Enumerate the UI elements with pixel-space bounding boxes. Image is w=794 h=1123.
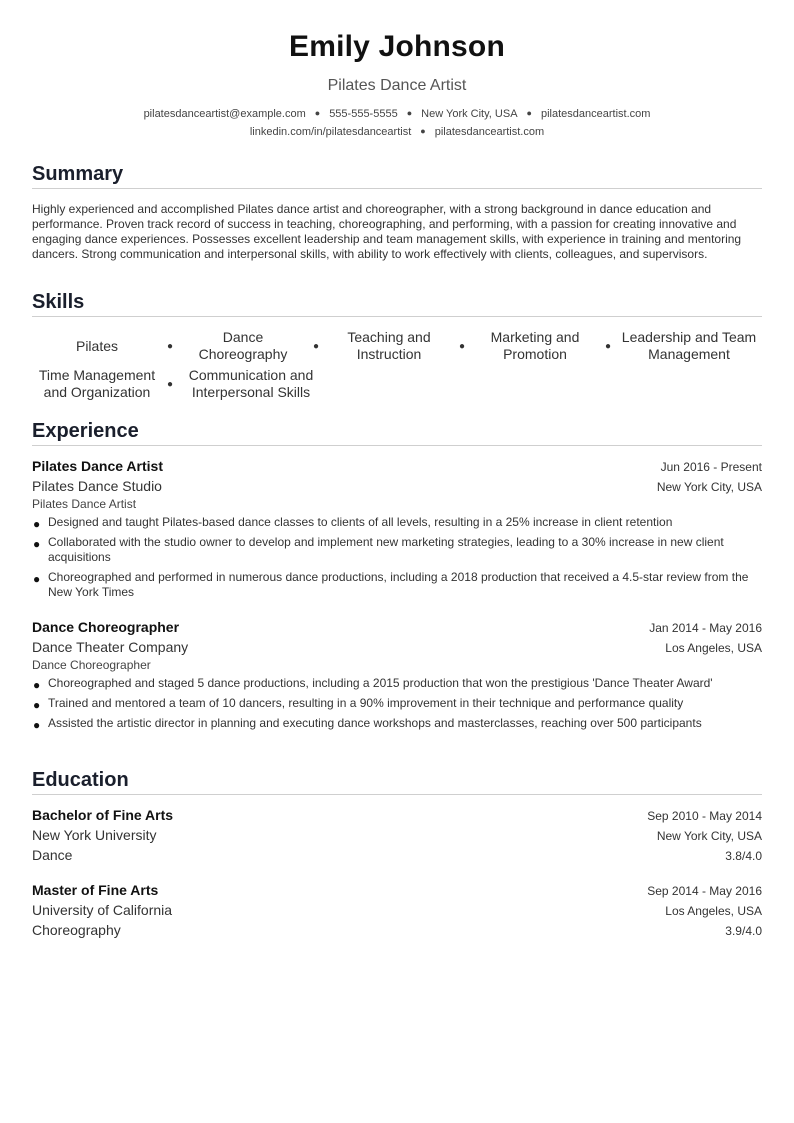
gpa-text: 3.9/4.0	[725, 924, 762, 938]
candidate-name: Emily Johnson	[289, 30, 505, 63]
phone-text: 555-555-5555	[329, 108, 398, 120]
skill-item: Communication and Interpersonal Skills	[188, 367, 314, 400]
separator-dot: ●	[526, 108, 532, 118]
contact-line-2	[32, 126, 762, 138]
entry-school-row	[32, 827, 762, 843]
list-item	[32, 676, 762, 691]
skills-list	[32, 328, 762, 402]
separator-dot: ●	[604, 340, 612, 352]
entry-header	[32, 619, 762, 635]
candidate-title: Pilates Dance Artist	[327, 77, 467, 94]
separator-dot: ●	[312, 340, 320, 352]
skill-item: Marketing and Promotion	[490, 329, 580, 362]
experience-heading: Experience	[32, 420, 762, 446]
school-location: Los Angeles, USA	[665, 904, 762, 918]
company-name: Pilates Dance Studio	[32, 478, 162, 494]
school-name: University of California	[32, 902, 173, 918]
entry-field-row	[32, 847, 762, 863]
education-entry	[32, 807, 762, 863]
achievement-list	[32, 676, 762, 731]
bullet-dot: ●	[33, 537, 41, 551]
separator-dot: ●	[166, 340, 174, 352]
education-dates: Sep 2014 - May 2016	[647, 884, 762, 898]
skills-row	[32, 366, 762, 402]
location-text: New York City, USA	[421, 108, 518, 120]
company-name: Dance Theater Company	[32, 639, 189, 655]
summary-heading: Summary	[32, 163, 762, 189]
separator-dot: ●	[458, 340, 466, 352]
skill-item: Dance Choreography	[198, 329, 288, 362]
skills-heading: Skills	[32, 291, 762, 317]
summary-text: Highly experienced and accomplished Pilates dance artist and choreographer, with a strong background in dance education and performance. Proven track record of success in teaching, choreographing, and performing, with a passion for creating innovative and engaging dance experiences. Possesses excellent leadership and team management skills, with experience in training and mentoring dancers. Strong communication and interpersonal skills, with ability to work effectively with clients, colleagues, and supervisors.	[32, 202, 742, 261]
degree-title: Master of Fine Arts	[32, 882, 159, 898]
linkedin-link[interactable]: linkedin.com/in/pilatesdanceartist	[249, 126, 412, 138]
entry-header	[32, 458, 762, 474]
list-item	[32, 716, 762, 731]
field-of-study: Choreography	[32, 922, 121, 938]
list-item	[32, 696, 762, 711]
bullet-dot: ●	[33, 698, 41, 712]
experience-entry	[32, 458, 762, 605]
skill-item: Pilates	[75, 337, 119, 354]
entry-org-row	[32, 478, 762, 494]
separator-dot: ●	[406, 108, 413, 118]
field-of-study: Dance	[32, 847, 73, 863]
job-location: Los Angeles, USA	[665, 641, 762, 655]
list-item	[32, 535, 762, 565]
skills-row	[32, 328, 762, 364]
skill-item: Time Management and Organization	[38, 367, 156, 400]
experience-entry	[32, 619, 762, 736]
entry-org-row	[32, 639, 762, 655]
school-location: New York City, USA	[656, 829, 762, 843]
bullet-text: Collaborated with the studio owner to develop and implement new marketing strategies, leading to a 30% increase in new client acquisitions	[48, 535, 724, 564]
contact-line-1	[32, 108, 762, 120]
entry-school-row	[32, 902, 762, 918]
school-name: New York University	[32, 827, 157, 843]
email-link[interactable]: pilatesdanceartist@example.com	[143, 108, 306, 120]
separator-dot: ●	[314, 108, 321, 118]
website-link-2[interactable]: pilatesdanceartist.com	[434, 126, 545, 138]
bullet-dot: ●	[33, 572, 41, 586]
job-role: Dance Choreographer	[32, 658, 151, 672]
job-title: Pilates Dance Artist	[32, 458, 163, 474]
education-dates: Sep 2010 - May 2014	[647, 809, 762, 823]
skill-item: Leadership and Team Management	[621, 329, 757, 362]
skill-item: Teaching and Instruction	[347, 329, 431, 362]
achievement-list	[32, 515, 762, 600]
education-heading: Education	[32, 769, 762, 795]
list-item	[32, 515, 762, 530]
entry-field-row	[32, 922, 762, 938]
degree-title: Bachelor of Fine Arts	[32, 807, 174, 823]
job-dates: Jan 2014 - May 2016	[649, 621, 762, 635]
bullet-dot: ●	[33, 678, 41, 692]
bullet-dot: ●	[33, 718, 41, 732]
education-entry	[32, 882, 762, 938]
job-dates: Jun 2016 - Present	[660, 460, 762, 474]
bullet-text: Choreographed and staged 5 dance productions, including a 2015 production that won the prestigious 'Dance Theater Award'	[48, 676, 713, 690]
separator-dot: ●	[420, 126, 426, 136]
bullet-text: Assisted the artistic director in planning and executing dance workshops and masterclasses, reaching over 500 participants	[48, 716, 702, 730]
separator-dot: ●	[166, 378, 174, 390]
entry-header	[32, 807, 762, 823]
website-link[interactable]: pilatesdanceartist.com	[540, 108, 651, 120]
job-role: Pilates Dance Artist	[32, 497, 137, 511]
bullet-dot: ●	[33, 517, 41, 531]
bullet-text: Designed and taught Pilates-based dance classes to clients of all levels, resulting in a 25% increase in client retention	[48, 515, 673, 529]
entry-header	[32, 882, 762, 898]
gpa-text: 3.8/4.0	[725, 849, 762, 863]
job-title: Dance Choreographer	[32, 619, 180, 635]
job-location: New York City, USA	[656, 480, 762, 494]
bullet-text: Trained and mentored a team of 10 dancers, resulting in a 90% improvement in their technique and performance quality	[48, 696, 684, 710]
bullet-text: Choreographed and performed in numerous dance productions, including a 2018 production that received a 4.5-star review from the New York Times	[48, 570, 749, 599]
list-item	[32, 570, 762, 600]
